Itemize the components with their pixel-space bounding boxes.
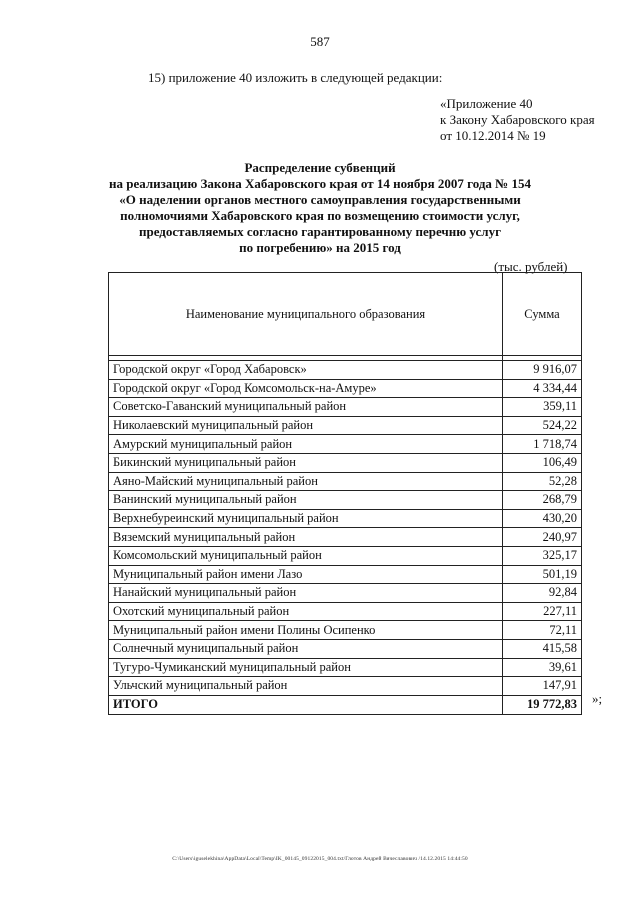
subvention-sum: 430,20 — [503, 509, 582, 528]
subvention-sum: 39,61 — [503, 658, 582, 677]
table-row — [109, 528, 582, 547]
table-row — [109, 398, 582, 417]
table-row — [109, 584, 582, 603]
municipality-name: Ванинский муниципальный район — [109, 491, 503, 510]
table-row — [109, 509, 582, 528]
document-title — [100, 160, 540, 256]
subvention-sum: 9 916,07 — [503, 361, 582, 380]
municipality-name: Муниципальный район имени Лазо — [109, 565, 503, 584]
municipality-name: Николаевский муниципальный район — [109, 416, 503, 435]
intro-text: 15) приложение 40 изложить в следующей редакции: — [148, 70, 443, 85]
table-row — [109, 677, 582, 696]
subvention-sum: 52,28 — [503, 472, 582, 491]
table-row — [109, 453, 582, 472]
table-row — [109, 546, 582, 565]
municipality-name: Солнечный муниципальный район — [109, 639, 503, 658]
subvention-sum: 4 334,44 — [503, 379, 582, 398]
municipality-name: Ульчский муниципальный район — [109, 677, 503, 696]
subvention-sum: 501,19 — [503, 565, 582, 584]
table-row — [109, 416, 582, 435]
subvention-table — [108, 272, 582, 715]
total-row — [109, 695, 582, 714]
municipality-name: Советско-Гаванский муниципальный район — [109, 398, 503, 417]
subvention-sum: 240,97 — [503, 528, 582, 547]
table-row — [109, 621, 582, 640]
table-row — [109, 639, 582, 658]
municipality-name: Муниципальный район имени Полины Осипенко — [109, 621, 503, 640]
table-row — [109, 491, 582, 510]
total-label: ИТОГО — [109, 695, 503, 714]
subvention-sum: 359,11 — [503, 398, 582, 417]
municipality-name: Верхнебуреинский муниципальный район — [109, 509, 503, 528]
municipality-name: Нанайский муниципальный район — [109, 584, 503, 603]
unit-label: (тыс. рублей) — [494, 259, 568, 274]
subvention-sum: 325,17 — [503, 546, 582, 565]
file-path-footer: C:\Users\iguselekhina\AppData\Local\Temp\IK_00145_09122015_004.txt/Глотов Андрей Вячеславович /14.12.2015 14:44:50 — [172, 856, 468, 862]
table-row — [109, 472, 582, 491]
title-line-3: «О наделении органов местного самоуправления государственными — [119, 192, 521, 207]
subvention-sum: 106,49 — [503, 453, 582, 472]
header-municipality: Наименование муниципального образования — [109, 273, 503, 356]
subvention-sum: 415,58 — [503, 639, 582, 658]
table-row — [109, 379, 582, 398]
title-line-6: по погребению» на 2015 год — [239, 240, 401, 255]
municipality-name: Городской округ «Город Хабаровск» — [109, 361, 503, 380]
title-line-1: Распределение субвенций — [244, 160, 396, 175]
title-line-5: предоставляемых согласно гарантированному перечню услуг — [138, 224, 501, 239]
subvention-sum: 147,91 — [503, 677, 582, 696]
appendix-line-1: «Приложение 40 — [440, 96, 533, 111]
subvention-sum: 1 718,74 — [503, 435, 582, 454]
appendix-line-3: от 10.12.2014 № 19 — [440, 128, 546, 143]
municipality-name: Вяземский муниципальный район — [109, 528, 503, 547]
subvention-sum: 72,11 — [503, 621, 582, 640]
municipality-name: Тугуро-Чумиканский муниципальный район — [109, 658, 503, 677]
table-row — [109, 435, 582, 454]
municipality-name: Комсомольский муниципальный район — [109, 546, 503, 565]
municipality-name: Аяно-Майский муниципальный район — [109, 472, 503, 491]
table-header-row — [109, 273, 582, 356]
subvention-sum: 92,84 — [503, 584, 582, 603]
table-row — [109, 658, 582, 677]
title-line-2: на реализацию Закона Хабаровского края от 14 ноября 2007 года № 154 — [109, 176, 531, 191]
municipality-name: Городской округ «Город Комсомольск-на-Амуре» — [109, 379, 503, 398]
appendix-line-2: к Закону Хабаровского края — [440, 112, 595, 127]
table-row — [109, 361, 582, 380]
closing-quote: »; — [592, 691, 603, 706]
total-sum: 19 772,83 — [503, 695, 582, 714]
subvention-sum: 268,79 — [503, 491, 582, 510]
subvention-sum: 524,22 — [503, 416, 582, 435]
table-row — [109, 565, 582, 584]
table-row — [109, 602, 582, 621]
page-number: 587 — [310, 34, 330, 49]
municipality-name: Охотский муниципальный район — [109, 602, 503, 621]
municipality-name: Бикинский муниципальный район — [109, 453, 503, 472]
subvention-sum: 227,11 — [503, 602, 582, 621]
title-line-4: полномочиями Хабаровского края по возмещению стоимости услуг, — [120, 208, 520, 223]
header-sum: Сумма — [503, 273, 582, 356]
municipality-name: Амурский муниципальный район — [109, 435, 503, 454]
